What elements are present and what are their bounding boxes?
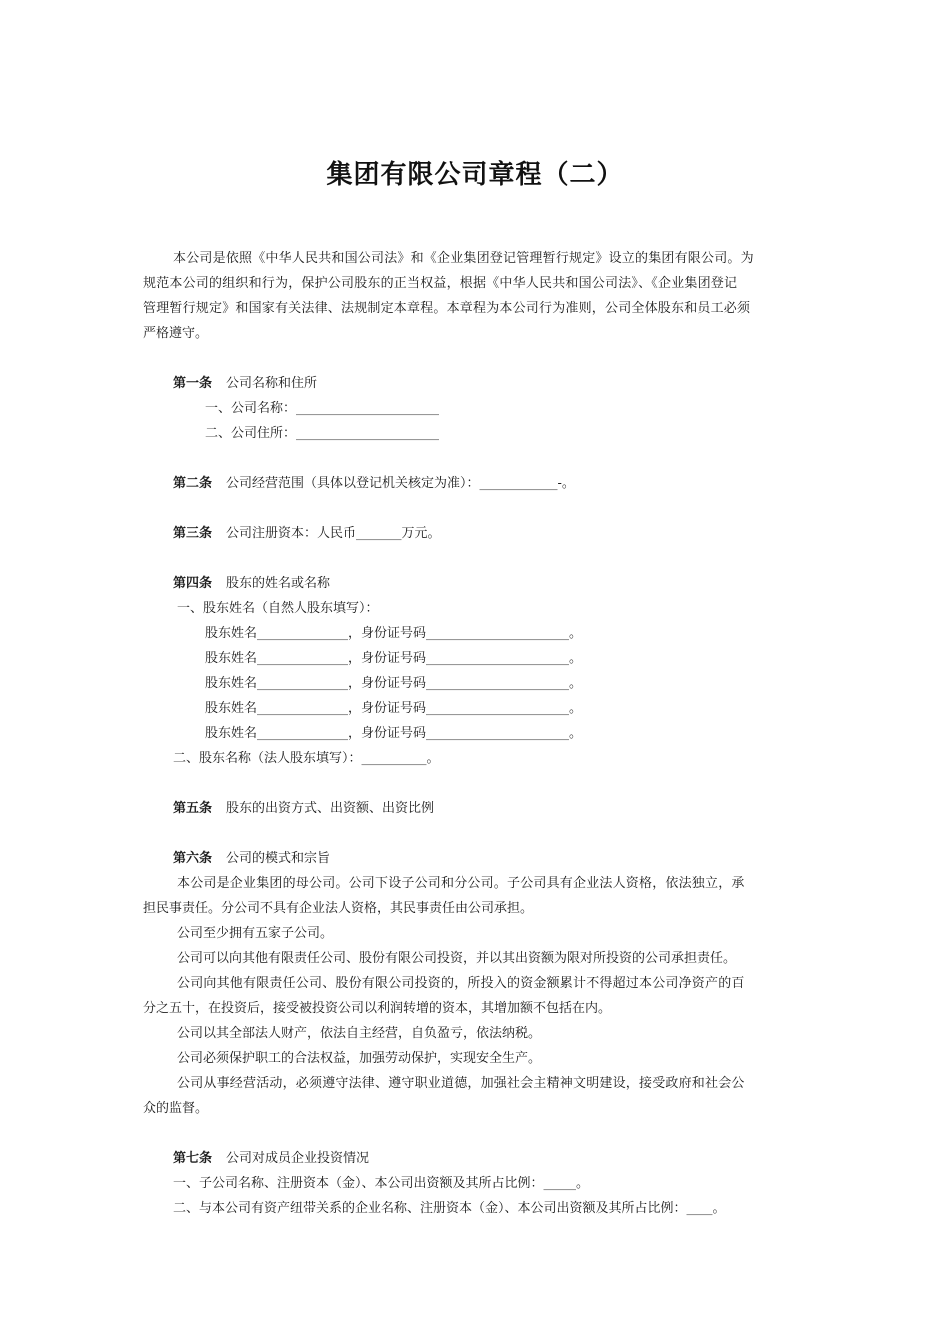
article-5-heading xyxy=(173,801,434,817)
article-label: 第一条 xyxy=(173,376,213,391)
subsidiary-investment-field: 一、子公司名称、注册资本（金）、本公司出资额及其所占比例：_____。 xyxy=(173,1176,590,1191)
article-7-heading xyxy=(173,1151,369,1167)
company-address-field: 二、公司住所：______________________ xyxy=(205,426,440,441)
article-label: 第六条 xyxy=(173,851,213,866)
article-3-heading xyxy=(173,526,441,542)
preamble-line: 本公司是依照《中华人民共和国公司法》和《企业集团登记管理暂行规定》设立的集团有限公司。为 xyxy=(173,251,754,266)
shareholder-row: 股东姓名______________，身份证号码______________________。 xyxy=(205,726,583,741)
article-6-line: 担民事责任。分公司不具有企业法人资格，其民事责任由公司承担。 xyxy=(143,901,534,916)
article-title: 公司名称和住所 xyxy=(226,376,318,391)
shareholder-row: 股东姓名______________，身份证号码______________________。 xyxy=(205,651,583,666)
article-label: 第四条 xyxy=(173,576,213,591)
preamble-line: 管理暂行规定》和国家有关法律、法规制定本章程。本章程为本公司行为准则，公司全体股东和员工必须 xyxy=(143,301,751,316)
legal-shareholder-field: 二、股东名称（法人股东填写）：__________。 xyxy=(173,751,440,766)
article-label: 第三条 xyxy=(173,526,213,541)
shareholder-row: 股东姓名______________，身份证号码______________________。 xyxy=(205,676,583,691)
article-6-heading xyxy=(173,851,330,867)
article-6-line: 公司至少拥有五家子公司。 xyxy=(177,926,334,941)
document-title: 集团有限公司章程（二） xyxy=(326,160,624,190)
article-6-line: 公司必须保护职工的合法权益，加强劳动保护，实现安全生产。 xyxy=(177,1051,542,1066)
article-6-line: 公司从事经营活动，必须遵守法律、遵守职业道德，加强社会主精神文明建设，接受政府和社会公 xyxy=(177,1076,745,1091)
article-6-line: 公司向其他有限责任公司、股份有限公司投资的，所投入的资金额累计不得超过本公司净资产的百 xyxy=(177,976,745,991)
article-1-heading xyxy=(173,376,317,392)
article-title: 股东的姓名或名称 xyxy=(226,576,331,591)
natural-shareholder-subheading: 一、股东姓名（自然人股东填写）： xyxy=(177,601,379,616)
shareholder-row: 股东姓名______________，身份证号码______________________。 xyxy=(205,701,583,716)
article-6-line: 公司以其全部法人财产，依法自主经营，自负盈亏，依法纳税。 xyxy=(177,1026,542,1041)
article-title: 公司的模式和宗旨 xyxy=(226,851,331,866)
article-6-line: 本公司是企业集团的母公司。公司下设子公司和分公司。子公司具有企业法人资格，依法独立，承 xyxy=(177,876,745,891)
article-label: 第七条 xyxy=(173,1151,213,1166)
shareholder-row: 股东姓名______________，身份证号码______________________。 xyxy=(205,626,583,641)
related-enterprise-investment-field: 二、与本公司有资产纽带关系的企业名称、注册资本（金）、本公司出资额及其所占比例：____。 xyxy=(173,1201,726,1216)
article-title: 股东的出资方式、出资额、出资比例 xyxy=(226,801,435,816)
registered-capital-field: 公司注册资本：人民币_______万元。 xyxy=(226,526,441,541)
preamble-line: 严格遵守。 xyxy=(143,326,209,341)
business-scope-field: 公司经营范围（具体以登记机关核定为准）：____________-。 xyxy=(226,476,575,491)
article-label: 第二条 xyxy=(173,476,213,491)
preamble-line: 规范本公司的组织和行为，保护公司股东的正当权益，根据《中华人民共和国公司法》、《企业集团登记 xyxy=(143,276,738,291)
article-6-line: 公司可以向其他有限责任公司、股份有限公司投资，并以其出资额为限对所投资的公司承担责任。 xyxy=(177,951,737,966)
article-title: 公司对成员企业投资情况 xyxy=(226,1151,370,1166)
article-6-line: 众的监督。 xyxy=(143,1101,209,1116)
company-name-field: 一、公司名称：______________________ xyxy=(205,401,440,416)
article-6-line: 分之五十，在投资后，接受被投资公司以利润转增的资本，其增加额不包括在内。 xyxy=(143,1001,612,1016)
article-4-heading xyxy=(173,576,330,592)
article-2-heading xyxy=(173,476,575,492)
article-label: 第五条 xyxy=(173,801,213,816)
